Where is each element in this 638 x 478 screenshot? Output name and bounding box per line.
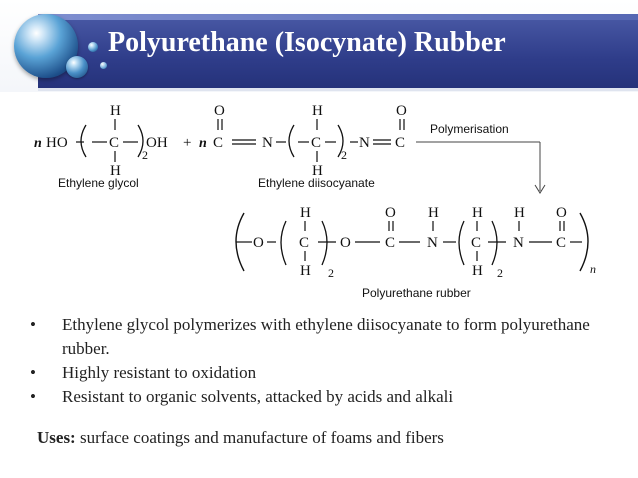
- label-polyurethane-rubber: Polyurethane rubber: [362, 286, 471, 300]
- atom-h: H: [110, 103, 121, 119]
- atom-n: N: [513, 235, 524, 251]
- slide-title: Polyurethane (Isocynate) Rubber: [108, 27, 506, 58]
- atom-o: O: [556, 205, 567, 221]
- subscript-2: 2: [341, 148, 347, 162]
- atom-o: O: [396, 103, 407, 119]
- atom-h: H: [300, 205, 311, 221]
- atom-c: C: [109, 135, 120, 151]
- list-item-text: Resistant to organic solvents, attacked by acids and alkali: [62, 387, 454, 406]
- atom-h: H: [110, 163, 121, 179]
- bracket-left: [81, 125, 86, 157]
- atom-n: N: [262, 135, 273, 151]
- bracket-right: [322, 221, 327, 265]
- plus-sign: +: [183, 135, 192, 151]
- bracket-left: [281, 221, 286, 265]
- list-item-text: Ethylene glycol polymerizes with ethylene diisocyanate to form polyurethane rubber.: [62, 315, 590, 358]
- subscript-2: 2: [328, 266, 334, 280]
- list-item-text: Highly resistant to oxidation: [62, 363, 257, 382]
- atom-n: N: [427, 235, 438, 251]
- atom-h: H: [428, 205, 439, 221]
- atom-h: H: [514, 205, 525, 221]
- decorative-tiny-orb-icon: [88, 42, 98, 52]
- atom-h: H: [300, 263, 311, 279]
- title-divider: [38, 88, 638, 91]
- bracket-left: [459, 221, 464, 265]
- label-polymerisation: Polymerisation: [430, 122, 509, 136]
- label-ethylene-glycol: Ethylene glycol: [58, 176, 139, 190]
- bullet-icon: •: [30, 315, 36, 334]
- atom-h: H: [312, 103, 323, 119]
- ho-group: HO: [46, 135, 68, 151]
- bracket-left: [289, 125, 294, 157]
- oh-group: OH: [146, 135, 168, 151]
- atom-c: C: [395, 135, 406, 151]
- bullet-icon: •: [30, 363, 36, 382]
- atom-c: C: [299, 235, 310, 251]
- bracket-right: [492, 221, 497, 265]
- atom-c: C: [311, 135, 322, 151]
- slide-header: [0, 0, 638, 92]
- atom-c: C: [556, 235, 567, 251]
- atom-h: H: [312, 163, 323, 179]
- atom-o: O: [253, 235, 264, 251]
- list-item: [30, 313, 630, 361]
- reaction-diagram: [0, 95, 638, 305]
- atom-c: C: [385, 235, 396, 251]
- atom-o: O: [385, 205, 396, 221]
- atom-c: C: [471, 235, 482, 251]
- coefficient-n: n: [34, 136, 42, 151]
- decorative-tiny-orb-icon: [100, 62, 107, 69]
- title-bar-highlight: [38, 14, 638, 20]
- atom-n: N: [359, 135, 370, 151]
- decorative-small-orb-icon: [66, 56, 88, 78]
- subscript-2: 2: [497, 266, 503, 280]
- subscript-n: n: [590, 262, 596, 276]
- list-item: [30, 361, 630, 385]
- atom-o: O: [214, 103, 225, 119]
- uses-label: Uses:: [37, 428, 76, 447]
- atom-c: C: [213, 135, 224, 151]
- subscript-2: 2: [142, 148, 148, 162]
- uses-line: [37, 428, 444, 448]
- atom-o: O: [340, 235, 351, 251]
- list-item: [30, 385, 630, 409]
- uses-text: surface coatings and manufacture of foams and fibers: [75, 428, 444, 447]
- atom-h: H: [472, 263, 483, 279]
- label-ethylene-diisocyanate: Ethylene diisocyanate: [258, 176, 375, 190]
- atom-h: H: [472, 205, 483, 221]
- bullet-icon: •: [30, 387, 36, 406]
- bullet-list: [30, 313, 630, 409]
- coefficient-n: n: [199, 136, 207, 151]
